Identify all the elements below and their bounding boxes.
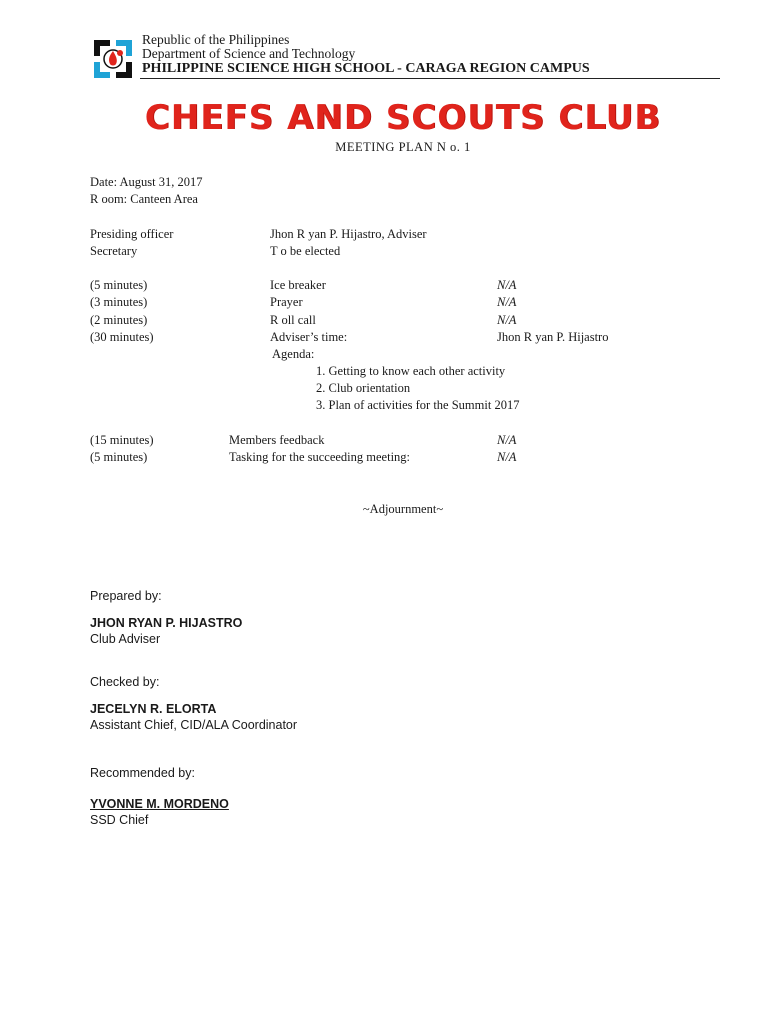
meeting-date: Date: August 31, 2017: [90, 175, 203, 189]
header-line-1: Republic of the Philippines: [142, 32, 290, 47]
schedule-item: Members feedback: [229, 433, 325, 447]
schedule-item: Prayer: [270, 295, 303, 309]
agenda-label: Agenda:: [272, 347, 315, 361]
signatory-role: Checked by:: [90, 675, 160, 689]
officer-value: Jhon R yan P. Hijastro, Adviser: [270, 227, 427, 241]
schedule-time: (3 minutes): [90, 295, 148, 309]
signatory-name: YVONNE M. MORDENO: [90, 797, 229, 811]
agenda-item: 1. Getting to know each other activity: [316, 364, 506, 378]
agenda-item: 3. Plan of activities for the Summit 2017: [316, 398, 520, 412]
agenda-item: 2. Club orientation: [316, 381, 411, 395]
club-title: CHEFS AND SCOUTS CLUB: [144, 98, 662, 138]
signatory-name: JECELYN R. ELORTA: [90, 702, 217, 716]
schedule-item: R oll call: [270, 313, 316, 327]
signatory-role: Recommended by:: [90, 766, 195, 780]
schedule-time: (5 minutes): [90, 450, 148, 464]
schedule-item: Ice breaker: [270, 278, 326, 292]
schedule-time: (5 minutes): [90, 278, 148, 292]
signatory-position: SSD Chief: [90, 813, 149, 827]
adjournment: ~Adjournment~: [362, 502, 444, 516]
signatory-name: JHON RYAN P. HIJASTRO: [90, 616, 243, 630]
officer-label: Secretary: [90, 244, 138, 258]
header-divider: [140, 78, 720, 79]
schedule-person: N/A: [497, 433, 517, 447]
header-line-2: Department of Science and Technology: [142, 46, 356, 61]
schedule-person: N/A: [497, 295, 517, 309]
schedule-time: (2 minutes): [90, 313, 148, 327]
meeting-room: R oom: Canteen Area: [90, 192, 198, 206]
schedule-time: (30 minutes): [90, 330, 154, 344]
schedule-person: N/A: [497, 313, 517, 327]
schedule-person: N/A: [497, 278, 517, 292]
schedule-person: N/A: [497, 450, 517, 464]
officer-label: Presiding officer: [90, 227, 174, 241]
signatory-role: Prepared by:: [90, 589, 162, 603]
schedule-item: Tasking for the succeeding meeting:: [229, 450, 411, 464]
header-school-name: PHILIPPINE SCIENCE HIGH SCHOOL - CARAGA REGION CAMPUS: [142, 61, 590, 76]
schedule-time: (15 minutes): [90, 433, 154, 447]
signatory-position: Assistant Chief, CID/ALA Coordinator: [90, 718, 298, 732]
schedule-person: Jhon R yan P. Hijastro: [497, 330, 609, 344]
meeting-plan-number: MEETING PLAN N o. 1: [335, 140, 471, 154]
pshs-logo: [90, 36, 136, 82]
signatory-position: Club Adviser: [90, 632, 161, 646]
officer-value: T o be elected: [270, 244, 341, 258]
schedule-item: Adviser’s time:: [270, 330, 348, 344]
